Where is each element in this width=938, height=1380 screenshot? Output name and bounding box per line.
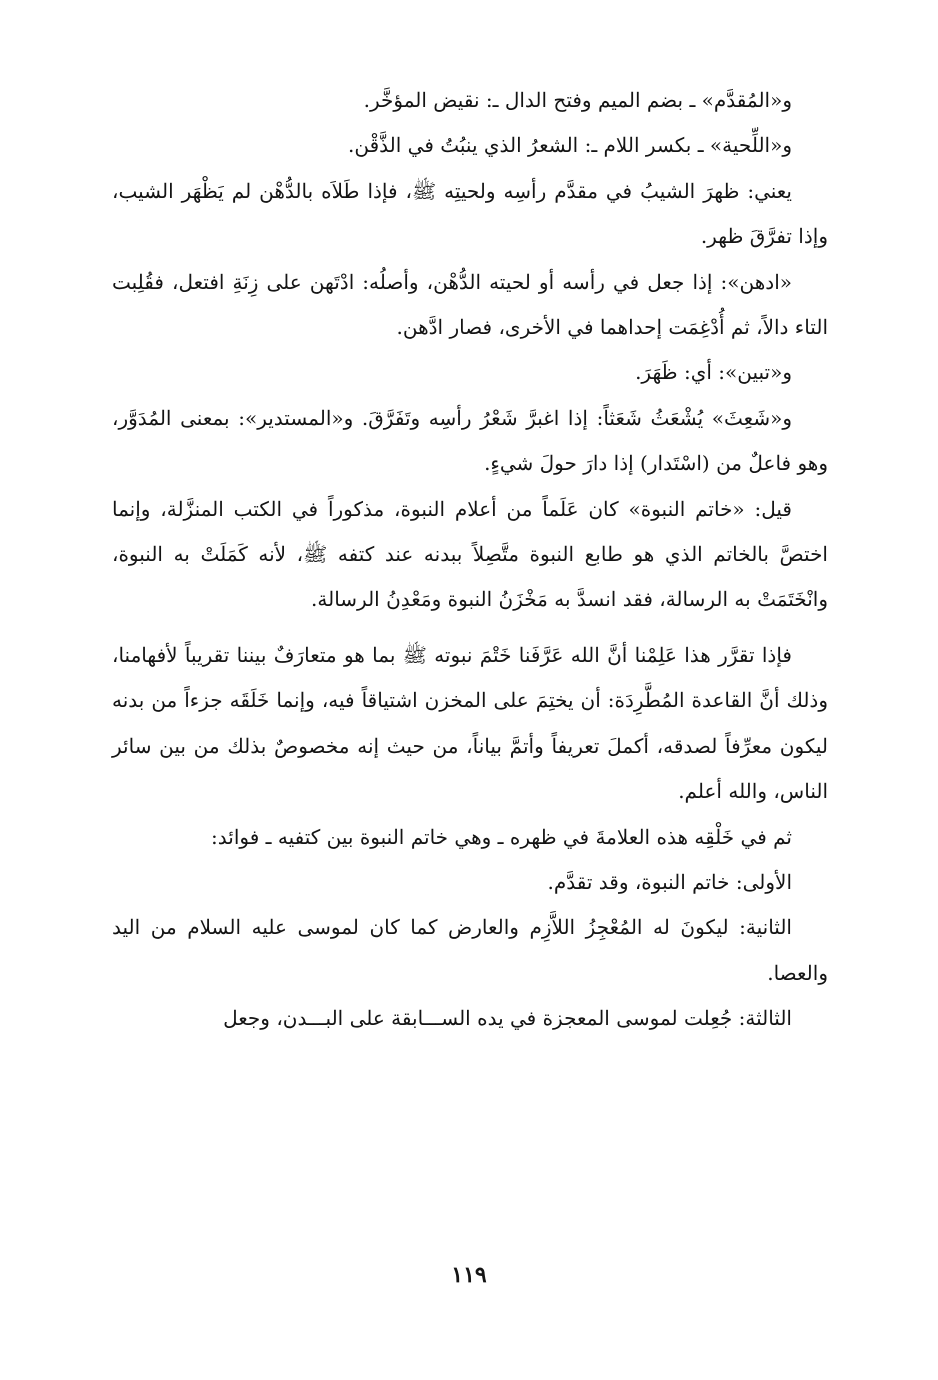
paragraph-khatam-nubuwwa: قيل: «خاتم النبوة» كان عَلَماً من أعلام النبوة، مذكوراً في الكتب المنزَّلة، وإنما اختصَّ بالخاتم الذي هو طابع النبوة متَّصِلاً ببدنه عند كتفه ﷺ، لأنه كَمَلَتْ به النبوة، وانْخَتَمَتْ به الرسالة، فقد انسدَّ به مَخْزَنُ النبوة ومَعْدِنُ الرسالة. xyxy=(112,496,828,612)
paragraph-tabayyan: و«تبين»: أي: ظَهَرَ. xyxy=(635,360,792,385)
paragraph-lihya: و«اللِّحية» ـ بكسر اللام ـ: الشعرُ الذي ينبُتُ في الذَّقْن. xyxy=(348,133,792,158)
paragraph-second-benefit: الثانية: ليكونَ له المُعْجِزُ اللاَّزِم والعارض كما كان لموسى عليه السلام من اليد والعصا. xyxy=(112,915,828,985)
paragraph-first-benefit: الأولى: خاتم النبوة، وقد تقدَّم. xyxy=(547,869,792,894)
page-body xyxy=(112,78,828,1042)
paragraph-shaith: و«شَعِثَ» يُشْعَثُ شَعَثاً: إذا اغبرَّ شَعْرُ رأسِه وتَفَرَّقَ. و«المستدير»: بمعنى المُدَوَّر، وهو فاعلٌ من (اسْتَدار) إذا دارَ حولَ شيءٍ. xyxy=(112,405,828,476)
paragraph-fawaid-intro: ثم في خَلْقِه هذه العلامةَ في ظهره ـ وهي خاتم النبوة بين كتفيه ـ فوائد: xyxy=(211,824,792,849)
paragraph-yani: يعني: ظهرَ الشيبُ في مقدَّم رأسِه ولحيتِه ﷺ، فإذا طَلاَه بالدُّهْن لم يَظْهَر الشيب، وإذا تفرَّقَ ظهر. xyxy=(112,178,828,249)
page-number: ١١٩ xyxy=(451,1262,487,1288)
paragraph-fa-idha: فإذا تقرَّر هذا عَلِمْنا أنَّ الله عَرَّفَنا خَتْمَ نبوته ﷺ بما هو متعارَفٌ بيننا تقريباً لأفهامنا، وذلك أنَّ القاعدة المُطَّرِدَة: أن يختِمَ على المخزن اشتياقاً فيه، وإنما خَلَقَه جزءاً من بدنه ليكون معرِّفاً لصدقه، أكملَ تعريفاً وأتمَّ بياناً، من حيث إنه مخصوصٌ بذلك من بين سائر الناس، والله أعلم. xyxy=(112,642,828,804)
paragraph-third-benefit: الثالثة: جُعِلت لموسى المعجزة في يده الســـابقة على البـــدن، وجعل xyxy=(223,1006,792,1031)
paragraph-muqaddam: و«المُقدَّم» ـ بضم الميم وفتح الدال ـ: نقيض المؤخَّر. xyxy=(363,88,792,112)
paragraph-idhan: «ادهن»: إذا جعل في رأسه أو لحيته الدُّهْن، وأصلُه: ادْتَهن على زِنَةِ افتعل، فقُلِبت التاء دالاً، ثم أُدْغِمَت إحداهما في الأخرى، فصار ادَّهن. xyxy=(112,269,828,340)
